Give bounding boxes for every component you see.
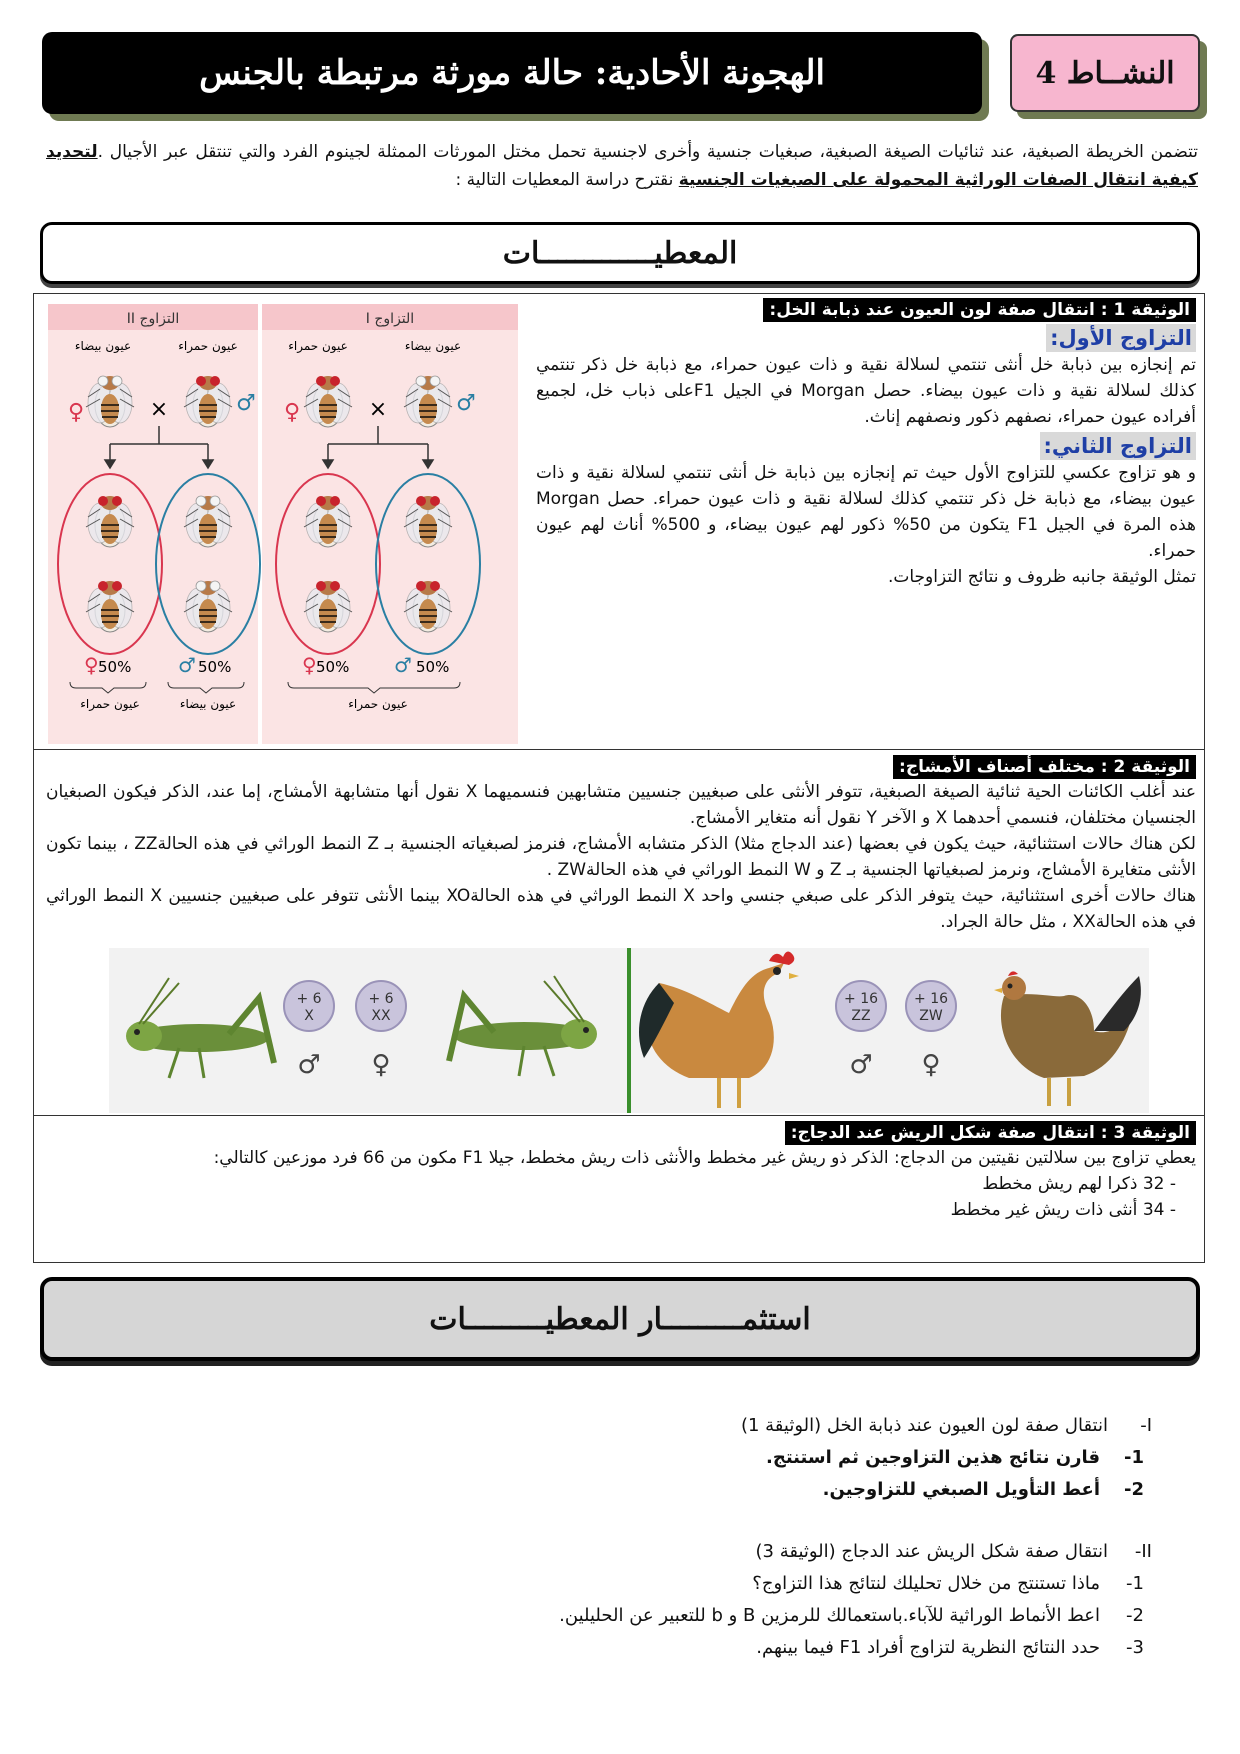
svg-text:ZW: ZW [919, 1008, 943, 1024]
chromosome-circle-chicken-female [906, 981, 956, 1031]
activity-badge: النشــاط 4 [1010, 34, 1200, 112]
cross-symbol: × [149, 397, 169, 422]
male-symbol: ♂ [236, 391, 256, 416]
svg-text:ZZ: ZZ [851, 1008, 871, 1024]
document-2 [34, 751, 1204, 1116]
question-text: قارن نتائج هذين التزاوجين ثم استنتج. [766, 1447, 1100, 1468]
chromosome-circle-grasshopper-male [284, 981, 334, 1031]
cross-symbol: × [368, 397, 388, 422]
female-symbol: ♀ [371, 1050, 391, 1080]
section-title-data: المعطيـــــــــــــات [40, 222, 1200, 284]
offspring-label: عيون بيضاء [179, 697, 237, 711]
intro-emphasis: لتحديد كيفية انتقال الصفات الوراثية المحمولة على الصبغيات الجنسية [46, 142, 1198, 190]
svg-text:16 +: 16 + [913, 991, 949, 1007]
male-symbol: ♂ [849, 1050, 873, 1080]
question-number: 2- [1126, 1605, 1144, 1626]
svg-text:XX: XX [371, 1008, 391, 1024]
doc3-text: يعطي تزاوج بين سلالتين نقيتين من الدجاج: الذكر ذو ريش غير مخطط والأنثى ذات ريش مخطط، جيلا F1 مكون من 66 فرد موزعين كالتالي: [213, 1148, 1196, 1168]
doc2-paragraph: لكن هناك حالات استثنائية، حيث يكون في بعضها (عند الدجاج مثلا) الذكر متشابه الأمشاج، فنرمز لصبغياته الجنسية بـ Z النمط الوراثي في هذه الحالةZZ ، بينما تكون الأنثى متغايرة الأمشاج، ونرمز لصبغياتها الجنسية بـ Z و W النمط الوراثي في هذه الحالةZW . [46, 834, 1196, 880]
question-text: ماذا تستنتج من خلال تحليلك لنتائج هذا التزاوج؟ [752, 1573, 1100, 1594]
cross1-label: التزاوج I [365, 311, 415, 327]
page-title: الهجونة الأحادية: حالة مورثة مرتبطة بالجنس [42, 32, 982, 114]
percent-label: 50% [198, 658, 232, 676]
parent-label: عيون حمراء [288, 339, 348, 353]
svg-text:16 +: 16 + [843, 991, 879, 1007]
parent-label: عيون بيضاء [404, 339, 462, 353]
list-item: - 32 ذكرا لهم ريش مخطط [46, 1171, 1176, 1197]
intro-text: تتضمن الخريطة الصبغية، عند ثنائيات الصيغة الصبغية، صبغيات جنسية وأخرى لاجنسية تحمل مختل المورثات الممثلة لجينوم الفرد والتي تنتقل عبر الأجيال . [97, 142, 1198, 162]
page-header [42, 32, 1200, 118]
doc2-heading: الوثيقة 2 : مختلف أصناف الأمشاج: [893, 755, 1196, 779]
document-1 [34, 294, 1204, 750]
parent-label: عيون بيضاء [74, 339, 132, 353]
female-symbol: ♀ [84, 653, 99, 677]
male-symbol: ♂ [456, 391, 476, 416]
question-text: اعط الأنماط الوراثية للآباء.باستعمالك للرمزين B و b للتعبير عن الحليلين. [559, 1605, 1100, 1626]
cross2-text: و هو تزاوج عكسي للتزاوج الأول حيث تم إنجازه بين ذبابة خل أنثى تنتمي لسلالة نقية و ذات عيون بيضاء، مع ذبابة خل ذكر تنتمي كذلك لسلالة نقية و ذات عيون حمراء. حصل Morgan هذه المرة في الجيل F1 يتكون من 50% ذكور لهم عيون بيضاء، و 500% أناث لهم عيون حمراء. [536, 463, 1196, 561]
cross1-title: التزاوج الأول: [1046, 324, 1196, 352]
question-number: 2- [1123, 1479, 1144, 1500]
female-symbol: ♀ [921, 1050, 941, 1080]
intro-text-end: نقترح دراسة المعطيات التالية : [455, 170, 679, 190]
svg-text:X: X [304, 1008, 314, 1024]
female-symbol: ♀ [302, 653, 317, 677]
documents-frame [33, 293, 1205, 1263]
doc1-note: تمثل الوثيقة جانبه ظروف و نتائج التزاوجات. [887, 567, 1196, 587]
sex-chromosome-figure [109, 948, 1149, 1113]
intro-paragraph [46, 138, 1198, 194]
section-title-analysis: استثمـــــــــار المعطيـــــــــات [40, 1277, 1200, 1361]
chromosome-circle-chicken-male [836, 981, 886, 1031]
percent-label: 50% [416, 658, 450, 676]
male-symbol: ♂ [178, 653, 196, 677]
part-number: II- [1134, 1541, 1152, 1562]
document-3 [34, 1117, 1204, 1262]
questions [152, 1410, 1152, 1664]
parent-label: عيون حمراء [178, 339, 238, 353]
cross2-title: التزاوج الثاني: [1040, 432, 1197, 460]
percent-label: 50% [316, 658, 350, 676]
doc3-list [46, 1171, 1196, 1223]
doc1-heading: الوثيقة 1 : انتقال صفة لون العيون عند ذبابة الخل: [763, 298, 1196, 322]
question-number: 3- [1126, 1637, 1144, 1658]
question-text: حدد النتائج النظرية لتزاوج أفراد F1 فيما بينهم. [756, 1637, 1100, 1658]
part-title: انتقال صفة شكل الريش عند الدجاج (الوثيقة 3) [755, 1541, 1108, 1562]
fruit-fly-crosses-figure [48, 304, 518, 744]
list-item: - 34 أنثى ذات ريش غير مخطط [46, 1197, 1176, 1223]
doc2-paragraph: هناك حالات أخرى استثنائية، حيث يتوفر الذكر على صبغي جنسي واحد X النمط الوراثي في هذه الحالةXO بينما الأنثى تتوفر على صبغيين جنسيين X النمط الوراثي في هذه الحالةXX ، مثل حالة الجراد. [46, 886, 1197, 932]
doc3-heading: الوثيقة 3 : انتقال صفة شكل الريش عند الدجاج: [785, 1121, 1196, 1145]
female-symbol: ♀ [283, 400, 301, 425]
male-symbol: ♂ [394, 653, 412, 677]
part-number: I- [1140, 1415, 1152, 1436]
cross1-text: تم إنجازه بين ذبابة خل أنثى تنتمي لسلالة نقية و ذات عيون حمراء، مع ذبابة خل ذكر تنتمي كذلك لسلالة نقية و ذات عيون بيضاء. حصل Morgan في الجيل F1على ذباب خل، لجميع أفراده عيون حمراء، نصفهم ذكور ونصفهم إناث. [536, 355, 1197, 427]
doc2-paragraph: عند أغلب الكائنات الحية ثنائية الصيغة الصبغية، تتوفر الأنثى على صبغيين جنسيين متشابهين فنسميهما X نقول أنها متشابهة الأمشاج، إما عند، الذكر فيكون الصبغيان الجنسيان مختلفان، فنسمي أحدهما X و الآخر Y نقول أنه متغاير الأمشاج. [46, 782, 1196, 828]
offspring-label: عيون حمراء [348, 697, 408, 711]
question-number: 1- [1123, 1447, 1144, 1468]
part-title: انتقال صفة لون العيون عند ذبابة الخل (الوثيقة 1) [740, 1415, 1108, 1436]
svg-text:6 +: 6 + [296, 991, 322, 1007]
offspring-label: عيون حمراء [80, 697, 140, 711]
cross2-label: التزاوج II [126, 311, 180, 327]
svg-text:6 +: 6 + [368, 991, 394, 1007]
female-symbol: ♀ [67, 400, 85, 425]
chromosome-circle-grasshopper-female [356, 981, 406, 1031]
male-symbol: ♂ [297, 1050, 321, 1080]
question-number: 1- [1126, 1573, 1144, 1594]
question-text: أعط التأويل الصبغي للتزاوجين. [822, 1479, 1100, 1500]
percent-label: 50% [98, 658, 132, 676]
